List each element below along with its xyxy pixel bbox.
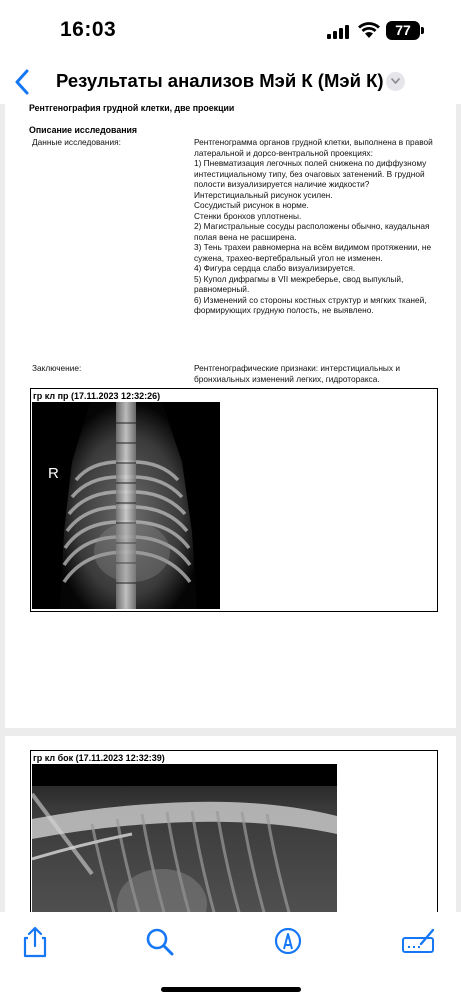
- description-line: Стенки бронхов уплотнены.: [194, 210, 302, 221]
- description-line: Рентгенограмма органов грудной клетки, выполнена в правой латеральной и дорсо-вентральной проекциях:: [194, 137, 433, 158]
- battery-indicator: 77: [386, 21, 420, 40]
- status-time: 16:03: [60, 18, 117, 41]
- xray-title-1: гр кл пр (17.11.2023 12:32:26): [33, 391, 161, 401]
- wifi-icon: [357, 21, 381, 39]
- chevron-left-icon: [14, 69, 30, 95]
- signature-button[interactable]: [401, 924, 437, 960]
- markup-button[interactable]: [270, 924, 306, 960]
- cellular-signal-icon: [327, 23, 351, 39]
- description-line: 6) Изменений со стороны костных структур и мягких тканей, формирующих грудную полость, не выявлено.: [194, 294, 427, 315]
- side-marker: R: [48, 465, 59, 482]
- xray-lateral-graphic: [32, 764, 337, 912]
- description-line: 5) Купол дифрагмы в VII межреберье, свод выпуклый, равномерный.: [194, 273, 404, 294]
- home-indicator: [161, 987, 301, 992]
- xray-image-lateral[interactable]: [32, 764, 337, 912]
- study-heading: Рентгенография грудной клетки, две проекции: [29, 104, 235, 113]
- xray-title-2: гр кл бок (17.11.2023 12:32:39): [33, 753, 165, 763]
- description-line: 3) Тень трахеи равномерна на всём видимом протяжении, не сужена, трахео-вертебральный угол не изменен.: [194, 242, 432, 263]
- share-button[interactable]: [17, 924, 53, 960]
- markup-icon: [270, 924, 306, 960]
- study-description: [194, 137, 444, 316]
- search-icon: [142, 924, 178, 960]
- description-line: Сосудистый рисунок в норме.: [194, 200, 309, 210]
- xray-frame-1: [30, 388, 438, 612]
- description-line: 4) Фигура сердца слабо визуализируется.: [194, 263, 356, 273]
- section-title: Описание исследования: [29, 125, 138, 135]
- nav-header: [0, 56, 461, 104]
- share-icon: [17, 924, 53, 960]
- page-title: Результаты анализов Мэй К (Мэй К): [56, 70, 384, 91]
- xray-image-dorsoventral[interactable]: [32, 402, 220, 609]
- data-label: Данные исследования:: [32, 137, 121, 147]
- status-bar: [0, 0, 461, 56]
- document-page-2: [5, 736, 456, 912]
- back-button[interactable]: [6, 66, 38, 98]
- description-line: Интерстициальный рисунок усилен.: [194, 189, 333, 200]
- battery-cap: [421, 27, 424, 34]
- description-line: 1) Пневматизация легочных полей снижена по диффузному интестициальному типу, без очаговых затенений. В грудной полости визуализируется наличие жидкости?: [194, 158, 427, 189]
- description-line: 2) Магистральные сосуды расположены обычно, каудальная полая вена не расширена.: [194, 221, 430, 242]
- title-menu-button[interactable]: [386, 72, 405, 91]
- bottom-toolbar: [0, 912, 461, 1000]
- conclusion-text: Рентгенографические признаки: интерстициальных и бронхиальных изменений легких, гидроторакса.: [194, 363, 400, 384]
- chevron-down-icon: [391, 78, 400, 84]
- document-viewer[interactable]: [0, 104, 461, 912]
- document-page-1: [5, 104, 456, 728]
- xray-frame-2: [30, 750, 438, 912]
- signature-icon: [401, 924, 437, 960]
- xray-dv-graphic: [32, 402, 220, 609]
- search-button[interactable]: [142, 924, 178, 960]
- conclusion-label: Заключение:: [32, 363, 82, 373]
